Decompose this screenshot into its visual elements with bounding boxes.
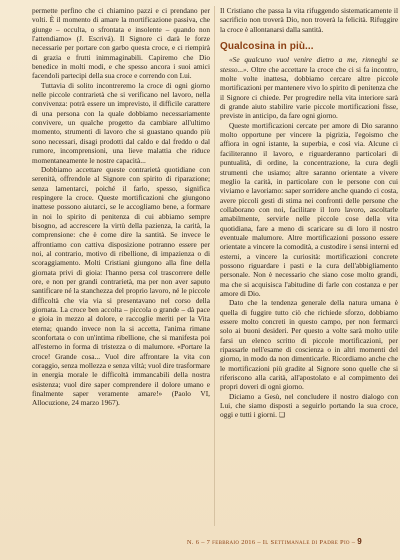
left-column xyxy=(32,6,210,408)
closing-paragraph xyxy=(220,392,398,421)
paragraph: Tuttavia di solito incontreremo la croce di ogni giorno nelle piccole contrarietà che si verificano nel lavoro, nella convivenza: potrà essere un imprevisto, il difficile carattere di una persona con la quale dobbiamo necessariamente convivere, un qualche progetto da cambiare all'ultimo momento, strumenti di lavoro che si guastano quando più sono necessari, disagi prodotti dal caldo e dal freddo o dal rumore, incomprensioni, una lieve malattia che riduce momentaneamente le nostre capacità... xyxy=(32,80,210,165)
paragraph-with-quote xyxy=(220,55,398,120)
page-footer xyxy=(0,535,400,549)
intro-paragraph: Il Cristiano che passa la vita rifuggendo sistematicamente il sacrificio non troverà Dio, non troverà la felicità. Rifuggire la croce è allontanarsi dalla santità. xyxy=(220,6,398,34)
page-number: 9 xyxy=(357,537,362,546)
section-heading: Qualcosina in più... xyxy=(220,41,314,53)
end-of-article-mark: ❏ xyxy=(278,411,286,420)
footer-issue-info xyxy=(183,537,362,546)
paragraph-text: Oltre che accettare la croce che ci si fa incontro, molte volte inattesa, dobbiamo cercare altre piccole mortificazioni per mantenere vivo lo spirito di penitenza che il Signore ci chiede. Per progredire nella vita interiore sarà di grande aiuto stabilire varie piccole mortificazioni fisse, previste in anticipo, da fare ogni giorno. xyxy=(220,64,398,121)
paragraph: permette perfino che ci chiamino pazzi e ci prendano per volti. È il momento di amare la mortificazione passiva, che giunge – occulta, o sfrontata e insolente – quando non l'attendiamo» (J. Escrivá). Il Signore ci darà le forze necessarie per portare con garbo questa croce, e ci riempirà di grazia e frutti inimmaginabili. Capiremo che Dio benedice in molti modi, e che spesso ancora i suoi amici facendoli partecipi della sua croce e correndo con Lui. xyxy=(32,6,210,81)
paragraph: Dobbiamo accettare queste contrarietà quotidiane con serenità, offrendole al Signore con spirito di riparazione; senza lamentarci, poiché il farlo, spesso, significa respingere la croce. Queste mortificazioni che giungono inattese possono aiutarci, se le accogliamo bene, a formare in noi lo spirito di penitenza di cui abbiamo sempre bisogno, ad accrescere la virtù della pazienza, la carità, la comprensione: che è come dire la santità. Se invece le affrontiamo con cattiva disposizione potranno essere per noi, al contrario, motivo di ribellione, di impazienza o di scoraggiamento. Molti Cristiani giungono alla fine della giornata privi di gioia: l'hanno persa col trascorrere delle ore, e non per grandi contrarietà, ma per non aver saputo santificare né la stanchezza del proprio lavoro, né le piccole difficoltà che via via si presentavano nel corso della giornata. La croce ben accolta – piccola o grande – dà pace e gioia in mezzo al dolore, e raccoglie meriti per la Vita eterna; quando invece non la si accetta, l'anima rimane sconfortata o con un'intima ribellione, che si manifesta poi all'esterno in forma di tristezza o di malumore. «Portare la croce! Grande cosa... Vuol dire affrontare la vita con coraggio, senza mollezza e senza viltà; vuol dire trasformare in energia morale le difficoltà immancabili della nostra esistenza; vuol dire saper comprendere il dolore umano e finalmente saper veramente amare!» (Paolo VI, Allocuzione, 24 marzo 1967). xyxy=(32,164,211,408)
paragraph: Queste mortificazioni cercate per amore di Dio saranno molto opportune per vincere la pigrizia, l'egoismo che affiora in ogni istante, la superbia, e così via. Alcune ci faciliteranno il lavoro, e riguarderanno particolari di puntualità, di ordine, la concentrazione, la cura degli strumenti che usiamo; altre saranno orientate a vivere meglio la carità, in particolare con le persone con cui viviamo e lavoriamo: saper sorridere anche quando ci costa, avere piccoli gesti di stima nei confronti delle persone che collaborano con noi, facilitare il loro lavoro, ascoltarle amabilmente, servirle nelle piccole cose della vita quotidiana, fare a meno di scaricare su di loro il nostro eventuale malumore. Altre mortificazioni possono essere orientate a vincere la comodità, a custodire i sensi interni ed esterni, a vincere la curiosità: mortificazioni concrete possono riguardare i pasti e la cura dell'abbigliamento personale. Non è necessario che siano cose molto grandi, ma che si acquisisca l'abitudine di farle con costanza e per amore di Dio. xyxy=(220,120,398,298)
right-column xyxy=(220,6,398,421)
paragraph-text: Diciamo a Gesù, nel concludere il nostro dialogo con Lui, che siamo disposti a seguirlo portando la sua croce, oggi e tutti i giorni. xyxy=(220,391,398,420)
paragraph: Dato che la tendenza generale della natura umana è quella di fuggire tutto ciò che richiede sforzo, dobbiamo essere molto concreti in questo campo, per non fermarci solo ai buoni desideri. Per questo a volte sarà molto utile farsi un elenco scritto di piccole mortificazioni, per ripassarle nell'esame di coscienza o in altri momenti del giorno, in modo da non dimenticarle. Ricordiamo anche che le mortificazioni più gradite al Signore sono quelle che si riferiscono alla carità, all'apostolato e al compimento dei propri doveri di ogni giorno. xyxy=(220,298,398,392)
column-divider xyxy=(214,6,215,526)
issue-text: N. 6 – 7 febbraio 2016 – Il Settimanale di Padre Pio – xyxy=(186,539,356,546)
scripture-quote: «Se qualcuno vuol venire dietro a me, rinneghi se stesso...». xyxy=(220,55,398,74)
